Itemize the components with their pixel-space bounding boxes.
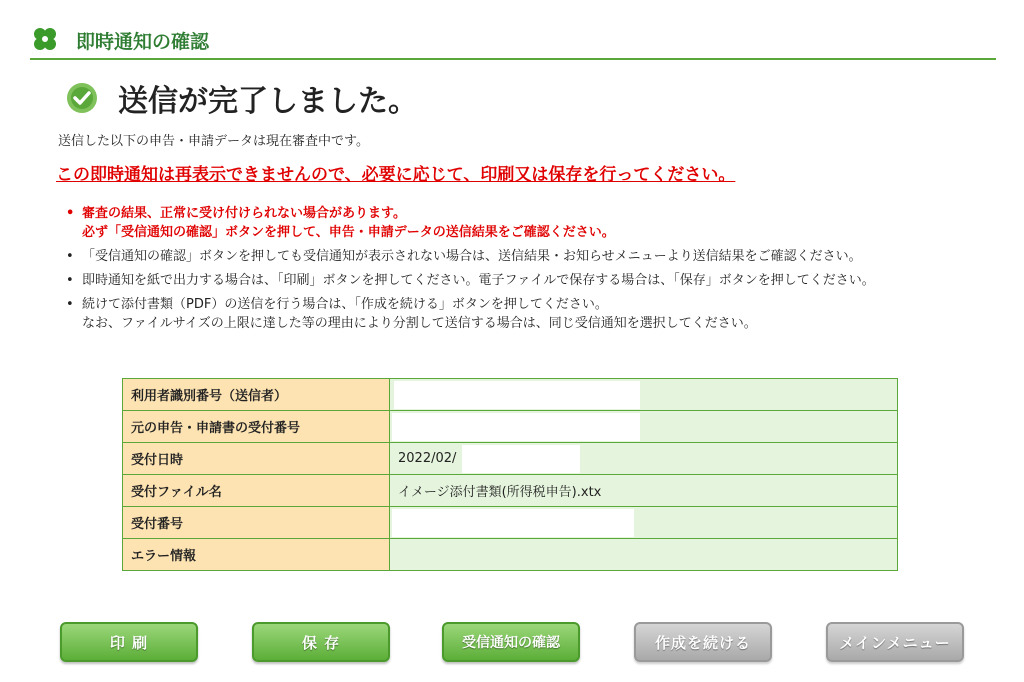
note-text: なお、ファイルサイズの上限に達した等の理由により分割して送信する場合は、同じ受信通知を選択してください。 xyxy=(82,316,757,331)
receipt-table xyxy=(122,378,898,571)
receipt-date-label: 受付日時 xyxy=(123,443,390,475)
file-name-label: 受付ファイル名 xyxy=(123,475,390,507)
print-button[interactable]: 印 刷 xyxy=(60,622,198,662)
notes-list xyxy=(64,204,1004,338)
continue-button[interactable]: 作成を続ける xyxy=(634,622,772,662)
clover-icon xyxy=(30,24,60,54)
note-text: • 審査の結果、正常に受け付けられない場合があります。 xyxy=(82,206,406,221)
reprint-warning: この即時通知は再表示できませんので、必要に応じて、印刷又は保存を行ってください。 xyxy=(56,165,736,185)
table-row xyxy=(123,507,898,539)
redacted-block xyxy=(462,445,580,473)
table-row xyxy=(123,411,898,443)
list-item xyxy=(64,247,1004,266)
table-row xyxy=(123,475,898,507)
check-receipt-button[interactable]: 受信通知の確認 xyxy=(442,622,580,662)
check-circle-icon xyxy=(66,82,98,114)
completion-message: 送信が完了しました。 xyxy=(118,84,418,119)
redacted-block xyxy=(392,413,640,441)
receipt-no-label: 受付番号 xyxy=(123,507,390,539)
original-receipt-no-value xyxy=(390,411,898,443)
list-item xyxy=(64,295,1004,333)
error-info-value xyxy=(390,539,898,571)
note-text: 必ず「受信通知の確認」ボタンを押して、申告・申請データの送信結果をご確認ください。 xyxy=(82,225,615,240)
note-text: • 続けて添付書類（PDF）の送信を行う場合は、「作成を続ける」ボタンを押してください。 xyxy=(82,297,608,312)
original-receipt-no-label: 元の申告・申請書の受付番号 xyxy=(123,411,390,443)
user-id-value xyxy=(390,379,898,411)
table-row xyxy=(123,539,898,571)
status-description: 送信した以下の申告・申請データは現在審査中です。 xyxy=(58,134,369,149)
list-item xyxy=(64,204,1004,242)
table-row xyxy=(123,443,898,475)
main-menu-button[interactable]: メインメニュー xyxy=(826,622,964,662)
note-text: 「受信通知の確認」ボタンを押しても受信通知が表示されない場合は、送信結果・お知らせメニューより送信結果をご確認ください。 xyxy=(82,249,862,264)
note-text: 即時通知を紙で出力する場合は、「印刷」ボタンを押してください。電子ファイルで保存する場合は、「保存」ボタンを押してください。 xyxy=(82,273,875,288)
page-header xyxy=(30,22,996,60)
user-id-label: 利用者識別番号（送信者） xyxy=(123,379,390,411)
page-title: 即時通知の確認 xyxy=(76,31,210,53)
action-bar xyxy=(60,622,970,666)
redacted-block xyxy=(392,509,634,537)
redacted-block xyxy=(394,381,640,409)
receipt-no-value xyxy=(390,507,898,539)
receipt-date-value: 2022/02/ xyxy=(390,443,898,475)
table-row xyxy=(123,379,898,411)
error-info-label: エラー情報 xyxy=(123,539,390,571)
list-item xyxy=(64,271,1004,290)
file-name-value: イメージ添付書類(所得税申告).xtx xyxy=(390,475,898,507)
save-button[interactable]: 保 存 xyxy=(252,622,390,662)
